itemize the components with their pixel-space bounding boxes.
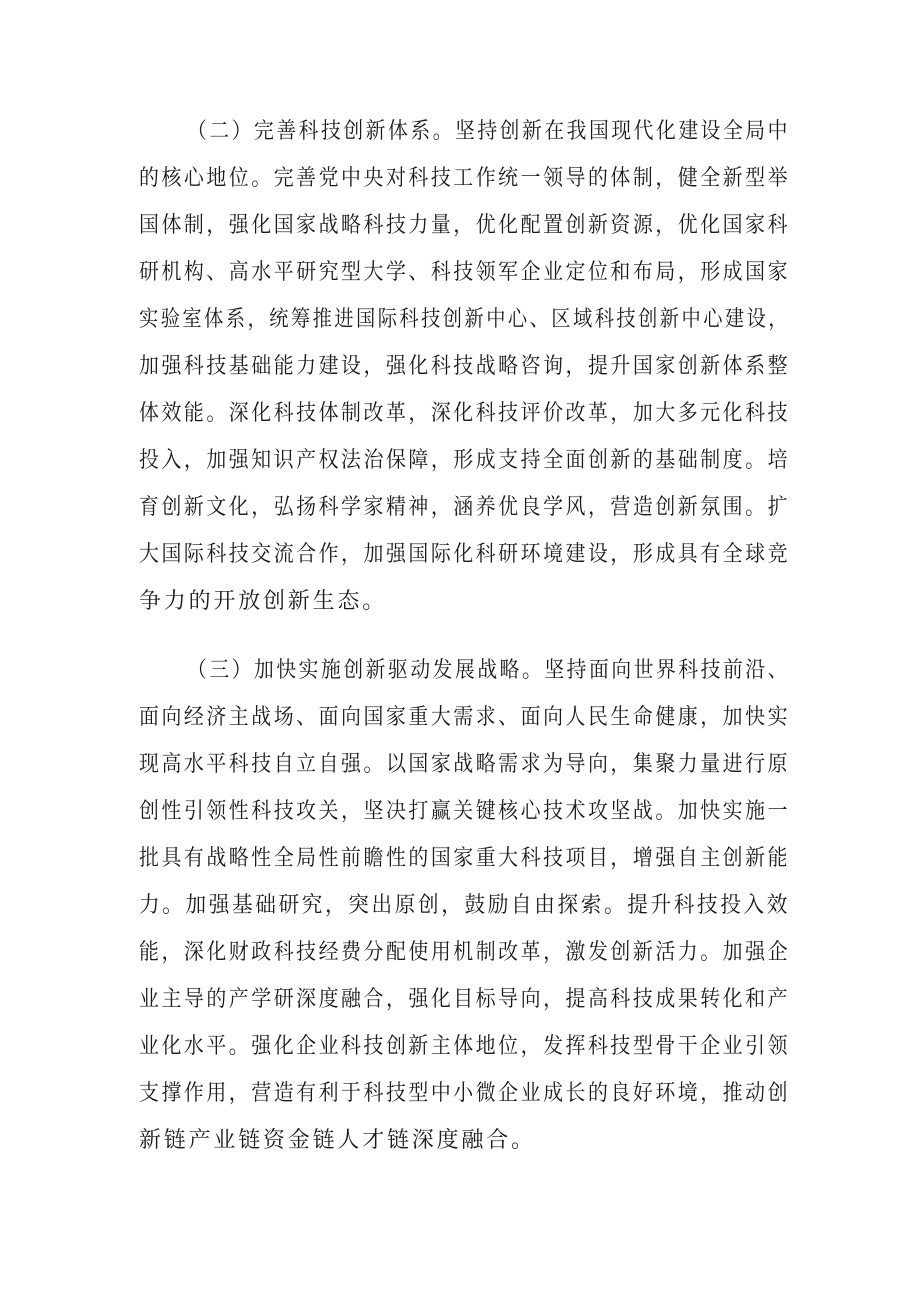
paragraph-line: 创性引领性科技攻关，坚决打赢关键核心技术攻坚战。加快实施一 (139, 799, 791, 824)
paragraph-line: 研机构、高水平研究型大学、科技领军企业定位和布局，形成国家 (139, 260, 791, 285)
paragraph-line: 面向经济主战场、面向国家重大需求、面向人民生命健康，加快实 (139, 705, 791, 730)
paragraph-line: 新链产业链资金链人才链深度融合。 (139, 1128, 536, 1153)
paragraph-line: 加强科技基础能力建设，强化科技战略咨询，提升国家创新体系整 (139, 354, 791, 379)
paragraph-line: 现高水平科技自立自强。以国家战略需求为导向，集聚力量进行原 (139, 752, 791, 777)
paragraph-line: 体效能。深化科技体制改革，深化科技评价改革，加大多元化科技 (139, 401, 791, 426)
paragraph-line: 的核心地位。完善党中央对科技工作统一领导的体制，健全新型举 (139, 166, 791, 191)
paragraph-line: 国体制，强化国家战略科技力量，优化配置创新资源，优化国家科 (139, 213, 791, 238)
paragraph-line: 投入，加强知识产权法治保障，形成支持全面创新的基础制度。培 (139, 448, 791, 473)
paragraph-line: 业化水平。强化企业科技创新主体地位，发挥科技型骨干企业引领 (139, 1034, 791, 1059)
paragraph-line: 能，深化财政科技经费分配使用机制改革，激发创新活力。加强企 (139, 940, 791, 965)
paragraph-line: 大国际科技交流合作，加强国际化科研环境建设，形成具有全球竞 (139, 542, 791, 567)
paragraph-line: 育创新文化，弘扬科学家精神，涵养优良学风，营造创新氛围。扩 (139, 495, 791, 520)
paragraph-line: 支撑作用，营造有利于科技型中小微企业成长的良好环境，推动创 (139, 1081, 791, 1106)
paragraph-line: 力。加强基础研究，突出原创，鼓励自由探索。提升科技投入效 (139, 893, 791, 918)
paragraph-line: （二）完善科技创新体系。坚持创新在我国现代化建设全局中 (187, 119, 790, 144)
paragraph-line: （三）加快实施创新驱动发展战略。坚持面向世界科技前沿、 (187, 658, 790, 683)
paragraph-line: 实验室体系，统筹推进国际科技创新中心、区域科技创新中心建设， (139, 307, 791, 332)
paragraph-line: 批具有战略性全局性前瞻性的国家重大科技项目，增强自主创新能 (139, 846, 791, 871)
paragraph-line: 争力的开放创新生态。 (139, 589, 388, 614)
paragraph-line: 业主导的产学研深度融合，强化目标导向，提高科技成果转化和产 (139, 987, 791, 1012)
